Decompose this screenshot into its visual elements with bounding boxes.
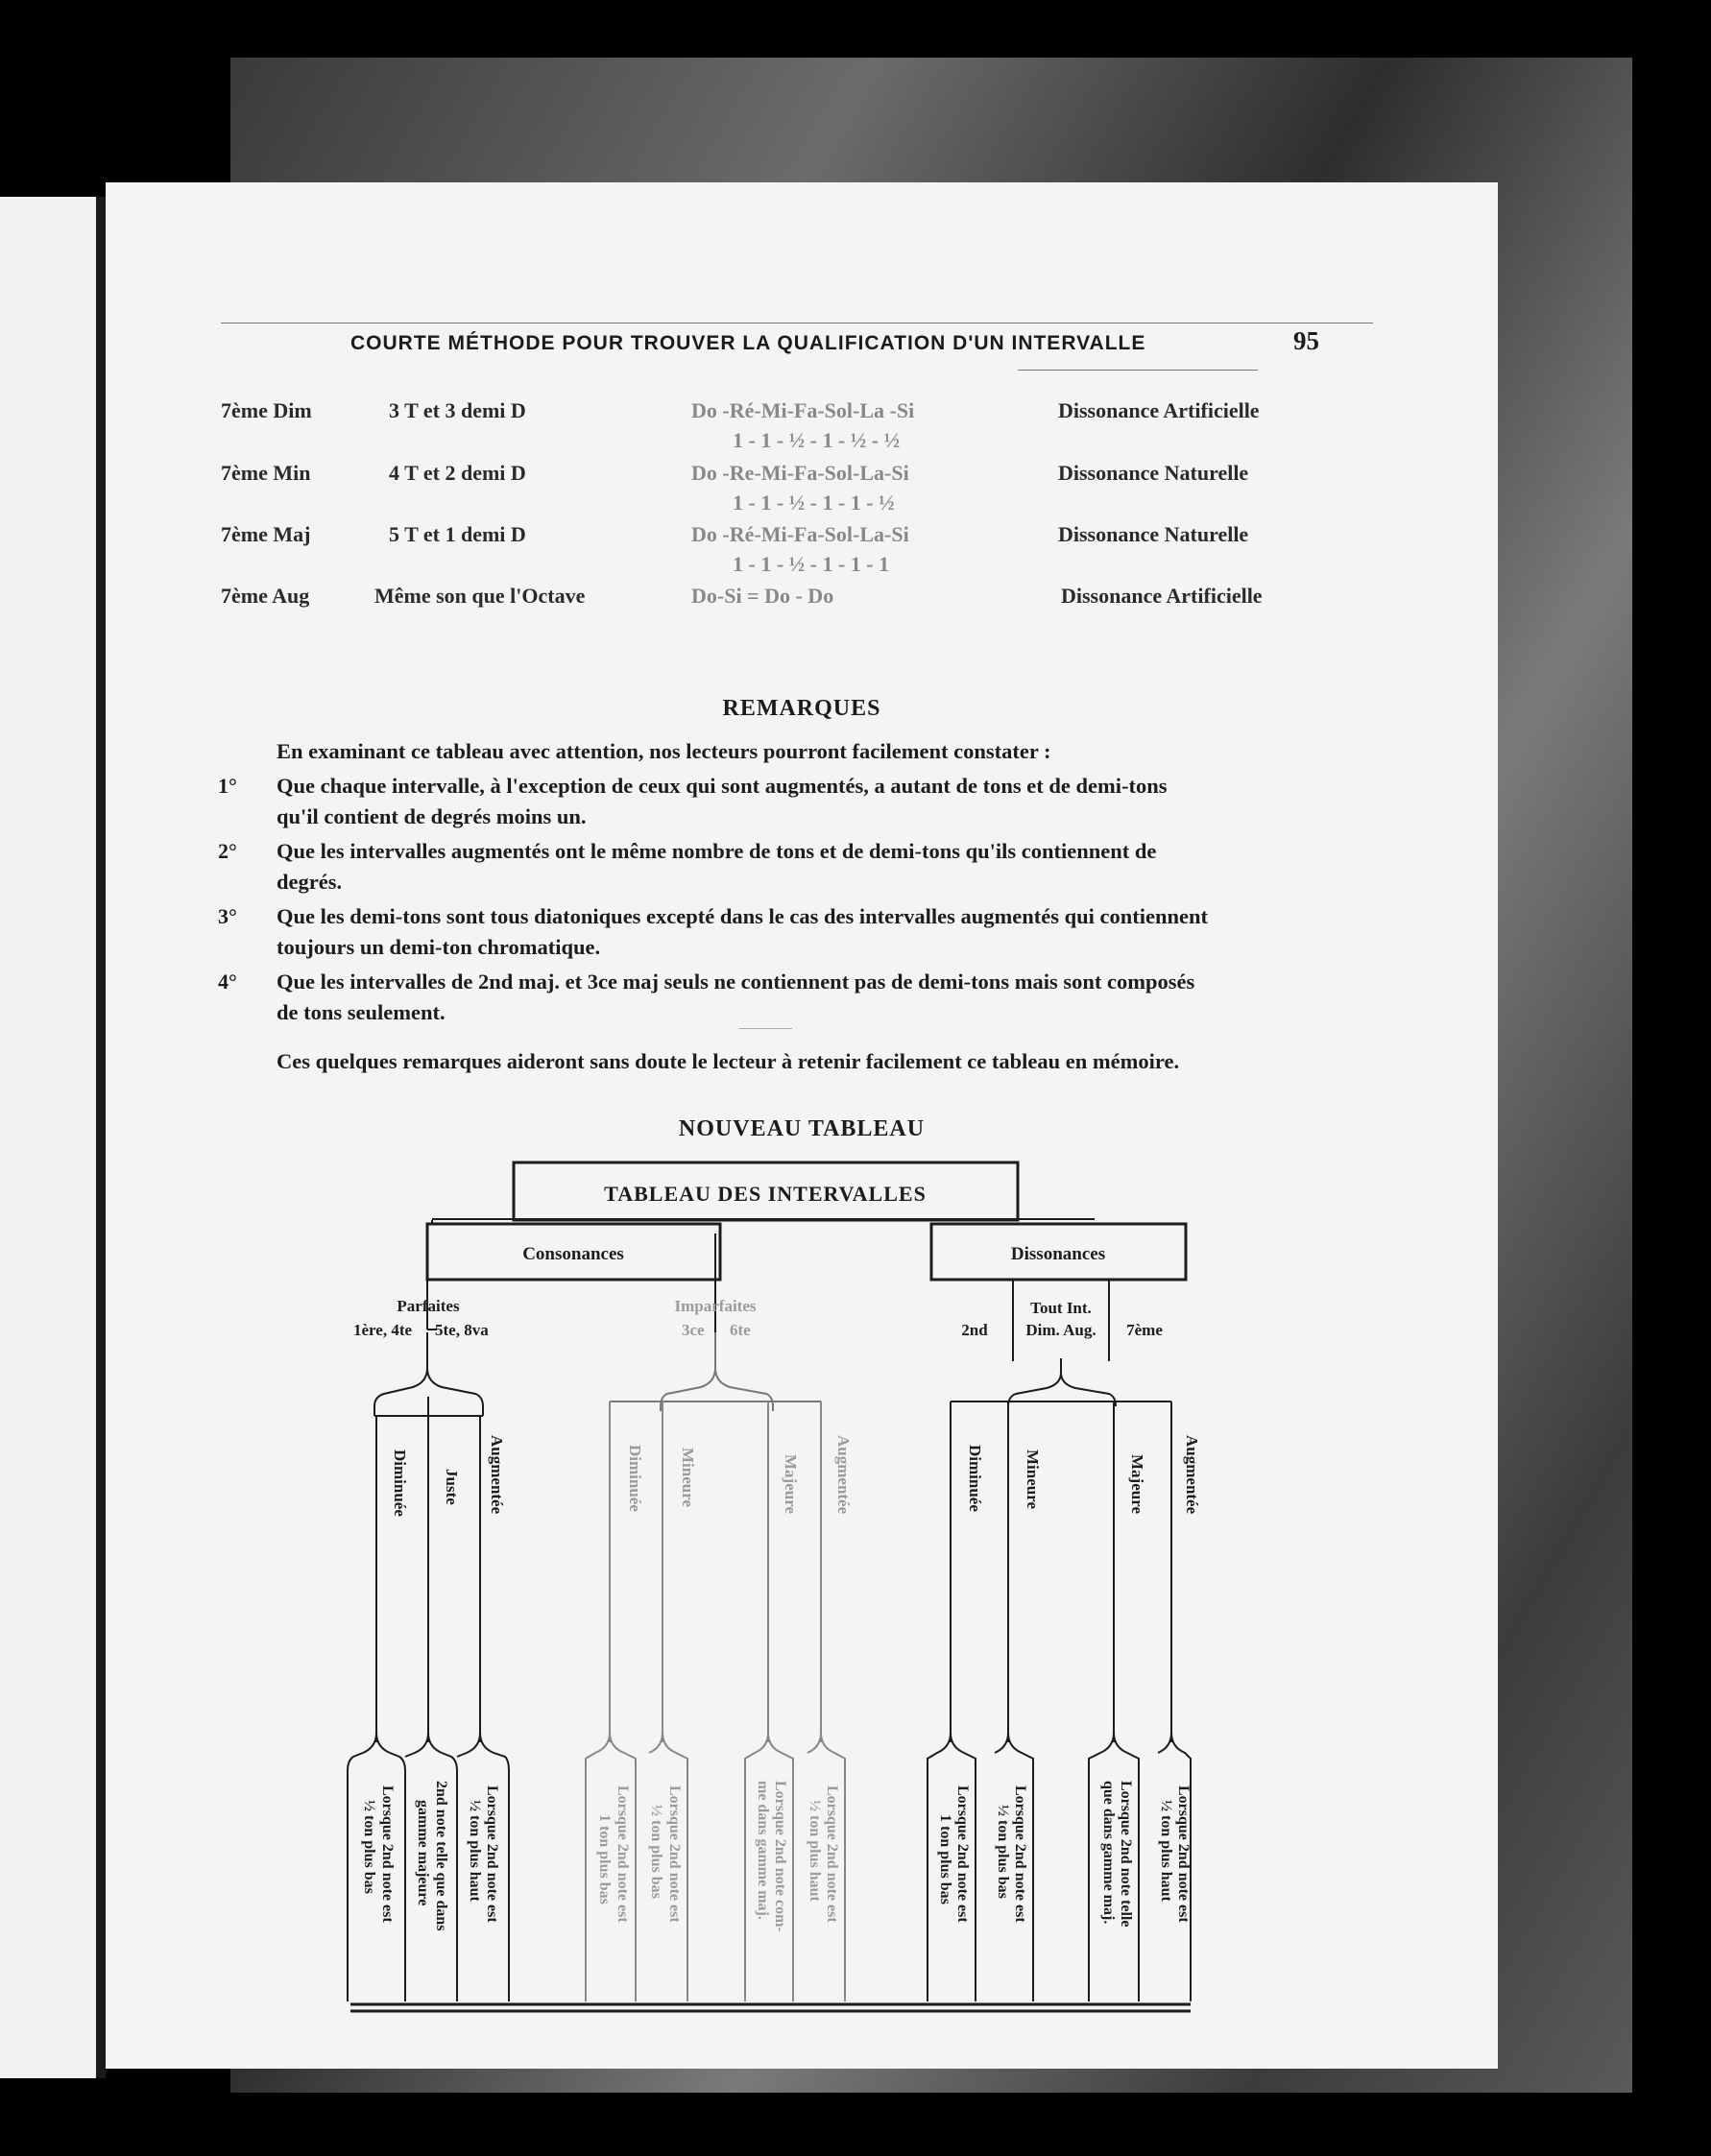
row-composition: Même son que l'Octave: [374, 584, 586, 608]
g2-desc: 1 ton plus bas: [596, 1814, 613, 1904]
g3-desc: Lorsque 2nd note telle: [1118, 1781, 1134, 1928]
row-notes: Do -Re-Mi-Fa-Sol-La-Si: [691, 461, 909, 485]
row-name: 7ème Aug: [221, 584, 310, 608]
item-number: 1°: [218, 774, 237, 798]
g3-desc: que dans gamme maj.: [1100, 1781, 1117, 1925]
row-notes: Do -Ré-Mi-Fa-Sol-La-Si: [691, 522, 909, 546]
g3-desc: ½ ton plus haut: [1158, 1800, 1174, 1902]
g1-desc: gamme majeure: [415, 1800, 431, 1906]
g2-desc: Lorsque 2nd note com-: [772, 1781, 788, 1932]
g1-desc: ½ ton plus haut: [467, 1800, 483, 1902]
g2-category: Majeure: [782, 1454, 800, 1514]
dim-aug-label: Dim. Aug.: [1025, 1321, 1096, 1339]
row-steps: 1 - 1 - ½ - 1 - 1 - 1: [733, 552, 890, 576]
g2-desc: Lorsque 2nd note est: [666, 1785, 683, 1923]
parfaites-group-a: 1ère, 4te: [353, 1321, 413, 1339]
dissonances-label: Dissonances: [1010, 1244, 1106, 1264]
item-line: degrés.: [277, 870, 343, 894]
remarques-intro: En examinant ce tableau avec attention, nos lecteurs pourront facilement constater :: [277, 739, 1051, 763]
row-notes: Do-Si = Do - Do: [691, 584, 834, 608]
g3-category: Mineure: [1024, 1449, 1042, 1510]
intervals-tree-diagram: [106, 182, 1498, 2069]
row-type: Dissonance Artificielle: [1058, 398, 1260, 422]
g2-desc: me dans gamme maj.: [755, 1781, 771, 1920]
g3-category: Majeure: [1128, 1454, 1146, 1514]
g2-desc: ½ ton plus haut: [807, 1800, 823, 1902]
seventh-label: 7ème: [1126, 1321, 1163, 1339]
remarques-conclusion: Ces quelques remarques aideront sans doute le lecteur à retenir facilement ce tableau en mémoire.: [277, 1049, 1180, 1073]
g2-desc: Lorsque 2nd note est: [615, 1785, 631, 1923]
row-composition: 4 T et 2 demi D: [389, 461, 526, 485]
item-number: 3°: [218, 904, 237, 928]
root-label: TABLEAU DES INTERVALLES: [604, 1182, 927, 1206]
row-notes: Do -Ré-Mi-Fa-Sol-La -Si: [691, 398, 915, 422]
tout-int-label: Tout Int.: [1030, 1299, 1092, 1317]
item-line: toujours un demi-ton chromatique.: [277, 935, 601, 959]
g3-desc: Lorsque 2nd note est: [1012, 1785, 1028, 1923]
nouveau-tableau-title: NOUVEAU TABLEAU: [678, 1116, 926, 1141]
g3-category: Augmentée: [1183, 1435, 1201, 1515]
g1-category: Diminuée: [391, 1449, 409, 1517]
left-page-edge: [0, 197, 106, 2078]
second-label: 2nd: [961, 1321, 988, 1339]
book-page: [106, 182, 1498, 2069]
item-number: 2°: [218, 839, 237, 863]
imparfaites-group-a: 3ce: [682, 1321, 705, 1339]
g1-desc: ½ ton plus bas: [361, 1800, 377, 1894]
g1-category: Juste: [443, 1469, 461, 1505]
page-number: 95: [1293, 326, 1319, 355]
item-line: Que chaque intervalle, à l'exception de ceux qui sont augmentés, a autant de tons et de demi-tons: [277, 774, 1168, 798]
row-type: Dissonance Naturelle: [1058, 522, 1249, 546]
row-type: Dissonance Artificielle: [1061, 584, 1263, 608]
remarques-title: REMARQUES: [722, 696, 881, 721]
row-name: 7ème Dim: [221, 398, 312, 422]
item-line: Que les intervalles de 2nd maj. et 3ce maj seuls ne contiennent pas de demi-tons mais sont composés: [277, 970, 1195, 994]
g2-desc: ½ ton plus bas: [648, 1805, 664, 1899]
row-type: Dissonance Naturelle: [1058, 461, 1249, 485]
row-steps: 1 - 1 - ½ - 1 - 1 - ½: [733, 491, 895, 515]
g3-category: Diminuée: [966, 1445, 984, 1512]
row-steps: 1 - 1 - ½ - 1 - ½ - ½: [733, 428, 901, 452]
g3-desc: ½ ton plus bas: [995, 1805, 1011, 1899]
item-line: de tons seulement.: [277, 1000, 446, 1024]
g2-desc: Lorsque 2nd note est: [824, 1785, 840, 1923]
g3-desc: 1 ton plus bas: [937, 1814, 953, 1904]
g2-category: Diminuée: [626, 1445, 644, 1512]
item-line: Que les demi-tons sont tous diatoniques excepté dans le cas des intervalles augmentés qui contiennent: [277, 904, 1209, 928]
consonances-label: Consonances: [522, 1244, 624, 1264]
page-gutter: [96, 197, 106, 2078]
g1-category: Augmentée: [488, 1435, 506, 1515]
item-line: qu'il contient de degrés moins un.: [277, 804, 587, 828]
imparfaites-label: Imparfaites: [674, 1297, 757, 1315]
row-composition: 5 T et 1 demi D: [389, 522, 526, 546]
item-line: Que les intervalles augmentés ont le même nombre de tons et de demi-tons qu'ils contiennent de: [277, 839, 1157, 863]
parfaites-group-b: 5te, 8va: [435, 1321, 489, 1339]
row-name: 7ème Min: [221, 461, 311, 485]
g2-category: Augmentée: [834, 1435, 853, 1515]
row-name: 7ème Maj: [221, 522, 311, 546]
g1-desc: 2nd note telle que dans: [433, 1781, 449, 1931]
item-number: 4°: [218, 970, 237, 994]
imparfaites-group-b: 6te: [730, 1321, 751, 1339]
g3-desc: Lorsque 2nd note est: [954, 1785, 971, 1923]
g2-category: Mineure: [679, 1448, 697, 1508]
g1-desc: Lorsque 2nd note est: [484, 1785, 500, 1923]
row-composition: 3 T et 3 demi D: [389, 398, 526, 422]
g3-desc: Lorsque 2nd note est: [1175, 1785, 1192, 1923]
parfaites-label: Parfaites: [397, 1297, 460, 1315]
g1-desc: Lorsque 2nd note est: [379, 1785, 396, 1923]
running-header: COURTE MÉTHODE POUR TROUVER LA QUALIFICATION D'UN INTERVALLE: [350, 332, 1146, 354]
